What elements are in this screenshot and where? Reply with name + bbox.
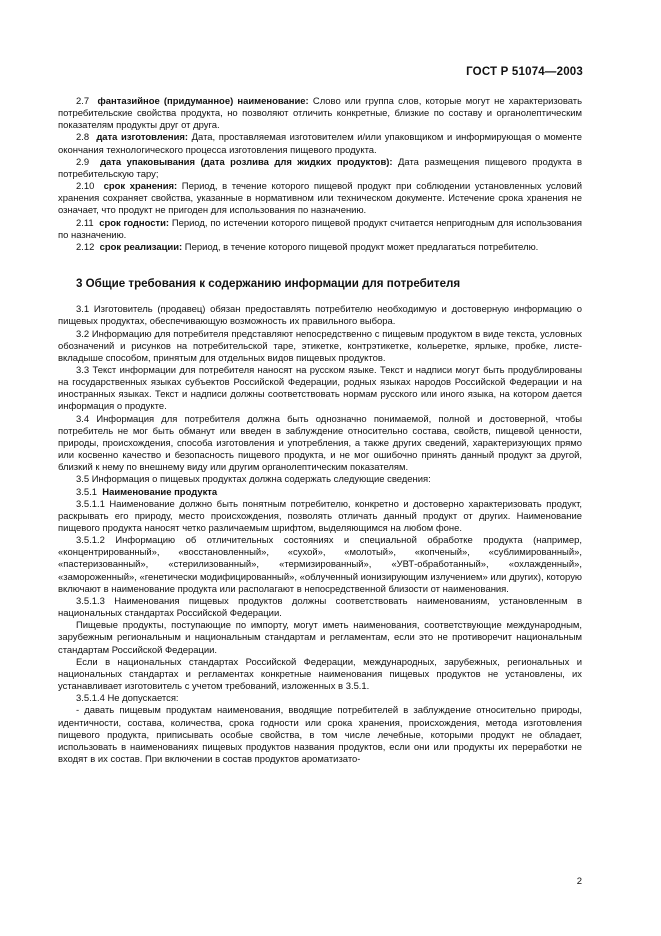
section-heading: 3 Общие требования к содержанию информации для потребителя (76, 277, 461, 291)
paragraph-3-5-1-4: 3.5.1.4 Не допускается: (76, 693, 179, 705)
definition-2-8: 2.8 дата изготовления: Дата, проставляемая изготовителем и/или упаковщиком и информирующая о моменте окончания технологического процесса изготовления пищевого продукта. (58, 132, 582, 156)
paragraph-national-standards: Если в национальных стандартах Российской Федерации, международных, зарубежных, региональных и национальных стандартах и регламентах конкретные наименования пищевых продуктов не установлены, их устанавливает изготовитель с учетом требований, изложенных в 3.5.1. (58, 656, 582, 693)
paragraph-3-5-1-2: 3.5.1.2 Информацию об отличительных состояниях и специальной обработке продукта (например, «концентрированный», «восстановленный», «сухой», «молотый», «копченый», «сублимированный», «пастеризованный», «стерилизованный», «термизированный», «УВТ-обработанный», «охлажденный», «замороженный», «генетически модифицированный», «облученный ионизирующим излучением» или других), которую включают в наименование продукта или располагают в непосредственной близости от наименования. (58, 535, 582, 595)
paragraph-3-1: 3.1 Изготовитель (продавец) обязан предоставлять потребителю необходимую и достоверную информацию о пищевых продуктах, обеспечивающую возможность их правильного выбора. (58, 304, 582, 328)
definition-term: срок хранения: (103, 181, 178, 193)
document-body (58, 96, 582, 766)
paragraph-3-5-1-1: 3.5.1.1 Наименование должно быть понятным потребителю, конкретно и достоверно характеризовать продукт, раскрывать его природу, место происхождения, позволять отличать данный продукт от других. Наименование пищевого продукта наносят четко различаемым шрифтом, выделяющимся на любом фоне. (58, 498, 582, 534)
definition-term: дата изготовления: (96, 132, 189, 144)
paragraph-3-5-1-3: 3.5.1.3 Наименования пищевых продуктов должны соответствовать наименованиям, установленным в национальных стандартах Российской Федерации. (58, 595, 582, 620)
definition-2-12: 2.12 срок реализации: Период, в течение которого пищевой продукт может предлагаться потребителю. (76, 241, 539, 253)
paragraph-3-4: 3.4 Информация для потребителя должна быть однозначно понимаемой, полной и достоверной, чтобы потребитель не мог быть обманут или введен в заблуждение относительно состава, свойств, пищевой ценности, природы, происхождения, способа изготовления и употребления, а также других сведений, характеризующих прямо или косвенно качество и безопасность пищевого продукта, и не мог ошибочно принять данный продукт за другой, близкий к нему по внешнему виду или другим органолептическим показателям. (58, 413, 582, 474)
page-number: 2 (576, 876, 582, 887)
subsection-heading: 3.5.1 Наименование продукта (76, 486, 218, 498)
definition-term: дата упаковывания (дата розлива для жидких продуктов): (100, 156, 393, 168)
standard-header: ГОСТ Р 51074—2003 (466, 66, 583, 78)
paragraph-3-5: 3.5 Информация о пищевых продуктах должна содержать следующие сведения: (76, 474, 431, 486)
definition-2-10: 2.10 срок хранения: Период, в течение которого пищевой продукт при соблюдении установленных условий хранения сохраняет свойства, указанные в нормативном или техническом документе. Истечение срока хранения не означает, что продукт не пригоден для использования по назначению. (58, 181, 582, 217)
definition-2-7: 2.7 фантазийное (придуманное) наименование: Слово или группа слов, которые могут не характеризовать потребительские свойства продукта, но позволяют отличить конкретные, близкие по составу и органолептическим показателям продукты друг от друга. (58, 96, 583, 132)
definition-term: срок реализации: (99, 241, 183, 253)
paragraph-3-2: 3.2 Информацию для потребителя представляют непосредственно с пищевым продуктом в виде текста, условных обозначений и рисунков на потребительской таре, этикетке, контрэтикетке, кольеретке, ярлыке, пробке, листе-вкладыше способом, принятым для отдельных видов пищевых продуктов. (58, 328, 582, 364)
paragraph-prohibited-list-item: - давать пищевым продуктам наименования, вводящие потребителей в заблуждение относительно природы, идентичности, состава, количества, срока годности или срока хранения, происхождения, метода изготовления пищевого продукта, приписывать особые свойства, в том числе лечебные, которыми продукт не обладает, использовать в наименованиях пищевых продуктов названия продуктов, если они или продукты их переработки не входят в их состав. При включении в состав продуктов ароматизато- (58, 705, 582, 765)
paragraph-3-3: 3.3 Текст информации для потребителя наносят на русском языке. Текст и надписи могут быть продублированы на государственных языках субъектов Российской Федерации, родных языках народов Российской Федерации и на иностранных языках. Текст и надписи должны соответствовать нормам русского или иного языка, на котором дается информация о продукте. (58, 364, 582, 413)
definition-2-11: 2.11 срок годности: Период, по истечении которого пищевой продукт считается непригодным для использования по назначению. (58, 217, 582, 241)
paragraph-import: Пищевые продукты, поступающие по импорту, могут иметь наименования, соответствующие международным, зарубежным региональным и национальным стандартам и регламентам, если это не противоречит национальным стандартам Российской Федерации. (58, 620, 582, 656)
definition-term: фантазийное (придуманное) наименование: (97, 96, 309, 107)
definition-2-9: 2.9 дата упаковывания (дата розлива для жидких продуктов): Дата размещения пищевого продукта в потребительскую тару; (58, 156, 582, 180)
definition-term: срок годности: (99, 217, 170, 229)
